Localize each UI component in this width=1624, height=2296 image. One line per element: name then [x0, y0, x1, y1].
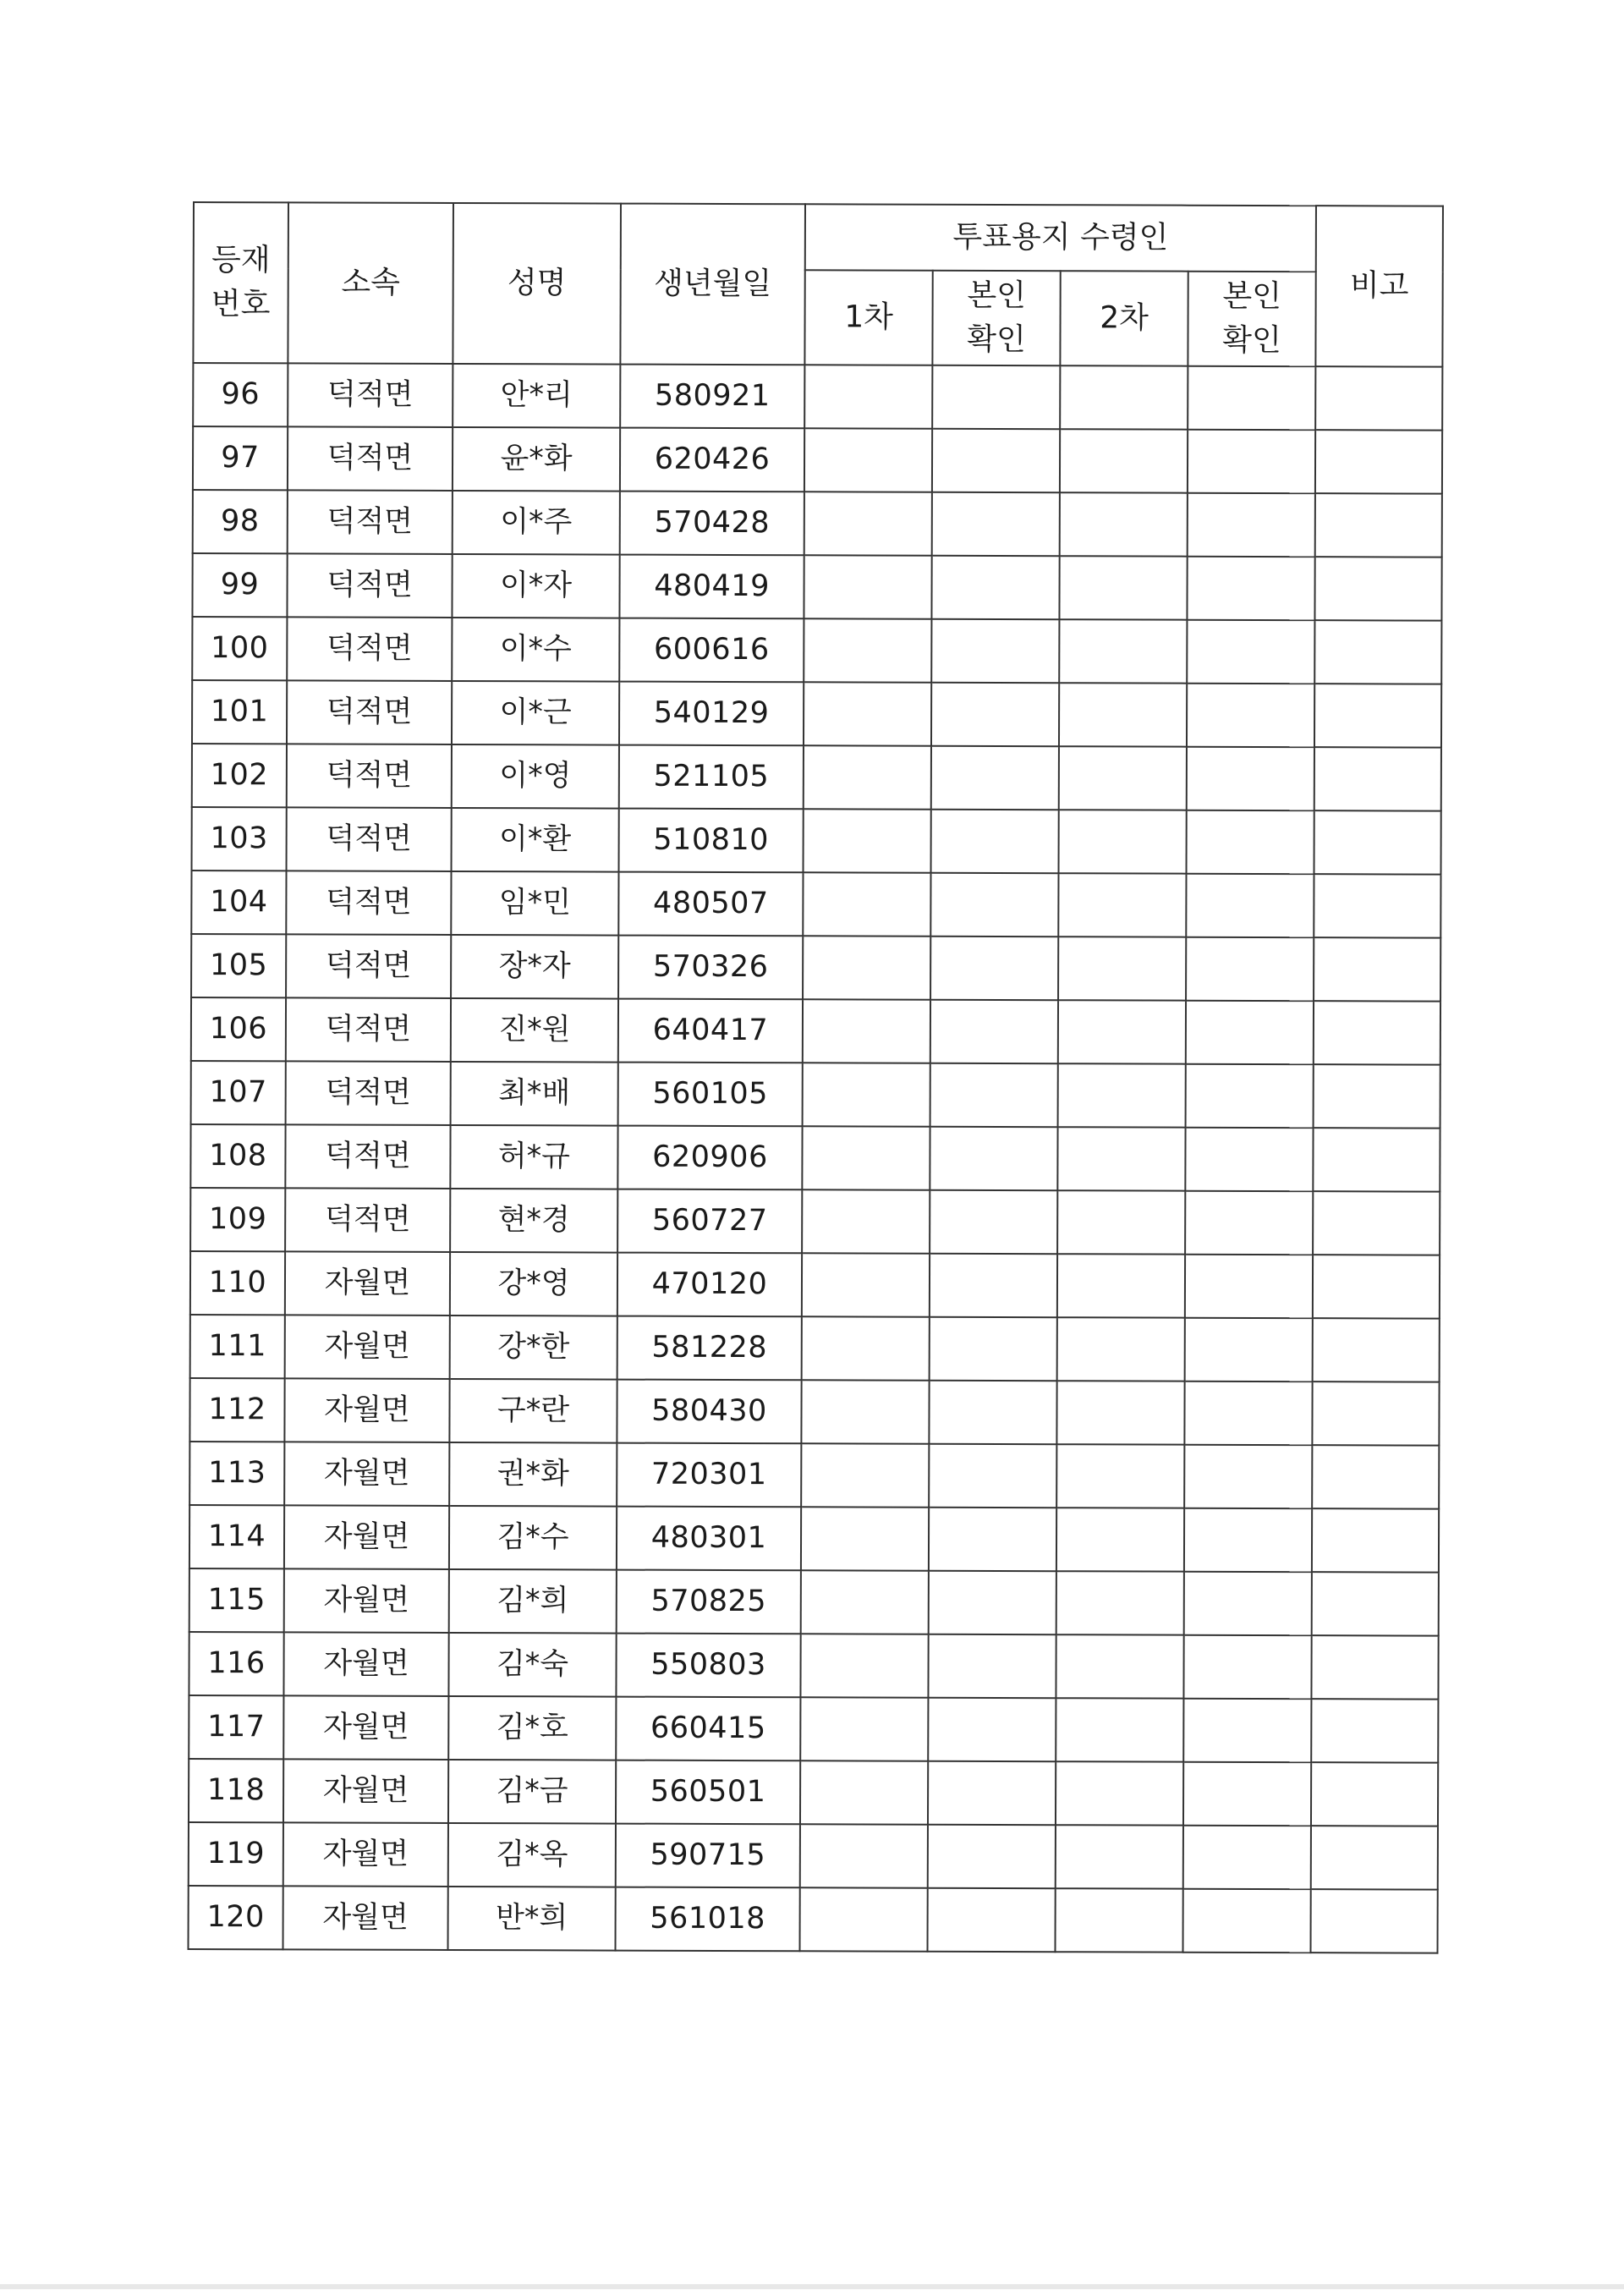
cell-remarks [1312, 1445, 1439, 1508]
table-row [191, 997, 1440, 1065]
cell-round-1 [804, 809, 931, 872]
header-identity-check-1: 본인 확인 [932, 271, 1060, 365]
cell-remarks [1311, 1826, 1438, 1889]
cell-round-1 [804, 745, 931, 809]
cell-round-1 [804, 618, 931, 682]
cell-name: 허*규 [450, 1125, 617, 1189]
cell-round-2 [1058, 1000, 1186, 1063]
cell-round-1 [804, 365, 932, 428]
cell-registration-number: 105 [191, 934, 286, 997]
cell-remarks [1313, 1255, 1440, 1318]
table-row [190, 1124, 1440, 1192]
cell-remarks [1312, 1572, 1439, 1635]
table-row [189, 1505, 1439, 1573]
cell-remarks [1313, 1318, 1440, 1381]
cell-affiliation: 자월면 [283, 1632, 448, 1696]
cell-identity-check-1 [932, 492, 1060, 556]
cell-affiliation: 자월면 [283, 1695, 448, 1760]
cell-remarks [1311, 1699, 1438, 1762]
cell-identity-check-1 [928, 1634, 1056, 1698]
cell-identity-check-1 [929, 1571, 1056, 1634]
table-row [189, 1442, 1439, 1509]
header-round-1: 1차 [804, 270, 932, 365]
cell-affiliation: 덕적면 [288, 426, 453, 491]
cell-name: 강*한 [450, 1316, 617, 1380]
cell-name: 김*수 [449, 1506, 617, 1570]
cell-birthdate: 480419 [619, 555, 804, 619]
cell-identity-check-1 [931, 619, 1059, 683]
cell-birthdate: 480301 [617, 1507, 801, 1571]
table-row [193, 363, 1442, 431]
cell-affiliation: 덕적면 [285, 1124, 450, 1189]
cell-identity-check-2 [1184, 1572, 1312, 1635]
cell-birthdate: 620906 [617, 1126, 802, 1190]
table-row [189, 1632, 1438, 1700]
cell-name: 강*영 [450, 1252, 617, 1316]
cell-identity-check-2 [1187, 684, 1314, 747]
cell-remarks [1311, 1635, 1438, 1699]
cell-identity-check-2 [1185, 1255, 1313, 1318]
cell-identity-check-2 [1183, 1826, 1311, 1889]
cell-registration-number: 99 [192, 553, 287, 617]
cell-identity-check-1 [930, 1254, 1057, 1317]
table-row [193, 426, 1442, 494]
table-row [189, 1759, 1438, 1826]
cell-birthdate: 590715 [616, 1824, 800, 1888]
cell-round-1 [804, 682, 931, 745]
cell-name: 이*수 [452, 618, 619, 682]
cell-identity-check-1 [929, 1444, 1056, 1508]
cell-identity-check-2 [1184, 1381, 1312, 1445]
cell-identity-check-1 [930, 1317, 1057, 1381]
cell-round-2 [1056, 1825, 1183, 1888]
cell-round-2 [1056, 1634, 1183, 1698]
cell-round-2 [1059, 683, 1187, 746]
cell-round-1 [802, 1126, 930, 1189]
cell-birthdate: 470120 [617, 1253, 802, 1317]
cell-affiliation: 덕적면 [287, 617, 452, 681]
cell-birthdate: 570326 [618, 936, 803, 1000]
cell-affiliation: 덕적면 [288, 363, 453, 427]
cell-birthdate: 480507 [618, 872, 803, 937]
cell-identity-check-2 [1188, 493, 1315, 557]
cell-name: 진*원 [451, 998, 618, 1063]
cell-name: 이*자 [452, 554, 619, 618]
cell-remarks [1315, 430, 1442, 493]
header-birthdate: 생년월일 [620, 204, 805, 365]
cell-registration-number: 96 [193, 363, 288, 426]
cell-identity-check-1 [931, 746, 1059, 810]
cell-identity-check-1 [928, 1825, 1056, 1888]
cell-name: 임*민 [451, 871, 618, 936]
cell-remarks [1314, 557, 1441, 620]
table-row [190, 1251, 1440, 1319]
cell-identity-check-2 [1185, 1128, 1313, 1191]
cell-round-2 [1060, 429, 1188, 492]
cell-remarks [1315, 366, 1442, 430]
table-row [190, 1188, 1440, 1255]
table-row [189, 1378, 1439, 1446]
cell-identity-check-1 [930, 937, 1058, 1000]
cell-affiliation: 덕적면 [287, 744, 452, 808]
cell-affiliation: 덕적면 [286, 1061, 451, 1125]
table-header [193, 202, 1443, 367]
cell-round-2 [1060, 365, 1188, 429]
cell-identity-check-1 [932, 429, 1060, 492]
cell-round-2 [1057, 1254, 1185, 1317]
cell-round-1 [804, 428, 932, 492]
cell-round-1 [802, 1316, 930, 1380]
cell-round-1 [803, 872, 930, 936]
cell-remarks [1313, 1191, 1440, 1255]
header-name: 성명 [453, 203, 621, 365]
cell-registration-number: 116 [189, 1632, 283, 1695]
cell-round-2 [1059, 746, 1187, 810]
cell-name: 이*근 [452, 681, 619, 745]
cell-birthdate: 570825 [617, 1570, 801, 1634]
cell-name: 김*숙 [448, 1633, 616, 1697]
cell-affiliation: 덕적면 [287, 807, 452, 871]
cell-registration-number: 102 [192, 744, 287, 807]
cell-round-2 [1057, 1190, 1185, 1254]
cell-remarks [1314, 747, 1441, 810]
cell-identity-check-1 [930, 1190, 1057, 1254]
cell-birthdate: 560501 [616, 1760, 800, 1825]
table-row [192, 807, 1441, 875]
cell-round-2 [1058, 873, 1186, 937]
cell-identity-check-1 [930, 873, 1058, 937]
cell-name: 김*희 [449, 1569, 617, 1634]
cell-registration-number: 115 [189, 1568, 284, 1632]
cell-birthdate: 600616 [619, 618, 804, 683]
cell-registration-number: 111 [190, 1315, 285, 1378]
cell-remarks [1315, 493, 1442, 557]
cell-round-2 [1056, 1381, 1184, 1444]
cell-birthdate: 720301 [617, 1443, 801, 1508]
cell-identity-check-2 [1183, 1762, 1311, 1826]
cell-round-1 [803, 999, 930, 1063]
cell-identity-check-1 [928, 1761, 1056, 1825]
cell-name: 구*란 [449, 1379, 617, 1443]
cell-identity-check-2 [1185, 1191, 1313, 1255]
cell-round-1 [803, 1063, 930, 1126]
cell-name: 이*주 [453, 491, 620, 555]
cell-remarks [1314, 874, 1440, 937]
cell-round-2 [1057, 1127, 1185, 1190]
cell-round-2 [1056, 1571, 1184, 1634]
table-row [192, 617, 1441, 684]
cell-round-1 [800, 1634, 928, 1697]
cell-name: 김*옥 [448, 1823, 616, 1887]
cell-round-1 [801, 1507, 929, 1570]
cell-identity-check-2 [1184, 1508, 1312, 1572]
cell-registration-number: 114 [189, 1505, 284, 1568]
cell-affiliation: 자월면 [285, 1251, 450, 1316]
cell-affiliation: 자월면 [283, 1759, 448, 1823]
cell-birthdate: 521105 [619, 745, 804, 810]
cell-birthdate: 580921 [620, 365, 804, 429]
header-ballot-recipient: 투표용지 수령인 [805, 204, 1316, 272]
table-row [190, 1315, 1440, 1382]
cell-registration-number: 107 [191, 1061, 286, 1124]
cell-birthdate: 581228 [617, 1316, 802, 1381]
cell-registration-number: 106 [191, 997, 286, 1061]
cell-round-2 [1058, 937, 1186, 1000]
cell-round-2 [1056, 1888, 1183, 1952]
cell-identity-check-2 [1188, 366, 1315, 430]
table-row [189, 1886, 1438, 1953]
cell-remarks [1313, 1128, 1440, 1191]
cell-remarks [1314, 937, 1440, 1001]
table-row [191, 1061, 1440, 1129]
cell-identity-check-2 [1184, 1445, 1312, 1508]
cell-identity-check-2 [1187, 747, 1314, 810]
cell-birthdate: 510810 [619, 809, 804, 873]
cell-identity-check-1 [929, 1381, 1056, 1444]
cell-name: 안*리 [453, 364, 620, 428]
cell-round-2 [1060, 492, 1188, 556]
cell-affiliation: 덕적면 [285, 1188, 450, 1252]
cell-affiliation: 자월면 [283, 1886, 448, 1950]
cell-round-1 [802, 1253, 930, 1316]
cell-remarks [1314, 1001, 1440, 1064]
cell-affiliation: 자월면 [283, 1822, 448, 1887]
table-row [192, 553, 1441, 621]
cell-round-1 [802, 1189, 930, 1253]
cell-registration-number: 120 [189, 1886, 283, 1949]
cell-registration-number: 112 [189, 1378, 284, 1442]
cell-round-2 [1059, 619, 1187, 683]
table-row [192, 744, 1441, 811]
cell-birthdate: 560727 [617, 1189, 802, 1254]
cell-identity-check-1 [931, 556, 1059, 619]
cell-affiliation: 자월면 [284, 1505, 449, 1569]
cell-identity-check-2 [1183, 1635, 1311, 1699]
header-remarks: 비고 [1315, 206, 1443, 366]
cell-round-2 [1059, 556, 1187, 619]
table-body [189, 363, 1443, 1953]
ballot-receipt-table [188, 201, 1445, 1954]
cell-affiliation: 자월면 [284, 1442, 449, 1506]
cell-name: 김*호 [448, 1696, 616, 1760]
cell-name: 이*영 [452, 744, 619, 809]
cell-identity-check-1 [932, 365, 1060, 429]
cell-registration-number: 110 [190, 1251, 285, 1315]
cell-birthdate: 580430 [617, 1380, 801, 1444]
header-round-2: 2차 [1060, 271, 1188, 365]
cell-round-2 [1058, 1063, 1186, 1127]
cell-birthdate: 570428 [620, 492, 804, 556]
cell-name: 권*화 [449, 1442, 617, 1507]
cell-affiliation: 덕적면 [286, 997, 451, 1062]
cell-registration-number: 97 [193, 426, 288, 490]
cell-identity-check-2 [1185, 1318, 1313, 1381]
cell-remarks [1314, 810, 1441, 874]
cell-identity-check-2 [1183, 1889, 1311, 1953]
cell-name: 김*금 [448, 1760, 616, 1824]
cell-birthdate: 561018 [616, 1887, 800, 1952]
header-affiliation: 소속 [288, 202, 453, 364]
cell-affiliation: 덕적면 [288, 490, 453, 554]
table-row [189, 1568, 1439, 1636]
scan-edge [0, 2284, 1624, 2289]
cell-registration-number: 104 [191, 871, 286, 934]
cell-name: 최*배 [451, 1062, 618, 1126]
cell-registration-number: 108 [190, 1124, 285, 1188]
cell-identity-check-2 [1186, 1001, 1314, 1064]
cell-name: 이*환 [452, 808, 619, 872]
cell-identity-check-2 [1187, 810, 1314, 874]
header-identity-check-2: 본인 확인 [1188, 272, 1315, 366]
cell-round-1 [800, 1697, 928, 1760]
cell-round-1 [800, 1824, 928, 1887]
table-row [193, 490, 1442, 558]
cell-remarks [1314, 1064, 1440, 1128]
cell-identity-check-2 [1186, 1064, 1314, 1128]
cell-affiliation: 덕적면 [287, 553, 452, 618]
cell-identity-check-1 [930, 1063, 1058, 1127]
cell-identity-check-1 [931, 683, 1059, 746]
cell-affiliation: 자월면 [285, 1315, 450, 1379]
cell-round-2 [1056, 1508, 1184, 1571]
cell-registration-number: 117 [189, 1695, 283, 1759]
cell-remarks [1311, 1889, 1438, 1953]
cell-identity-check-1 [930, 1000, 1058, 1063]
cell-identity-check-2 [1186, 937, 1314, 1001]
cell-affiliation: 덕적면 [286, 934, 451, 998]
cell-round-1 [800, 1887, 928, 1951]
cell-identity-check-2 [1186, 874, 1314, 937]
cell-round-2 [1057, 1317, 1185, 1381]
cell-round-1 [804, 555, 931, 618]
table-row [191, 871, 1440, 938]
cell-birthdate: 550803 [616, 1634, 800, 1698]
cell-name: 현*경 [450, 1189, 617, 1253]
cell-identity-check-1 [928, 1888, 1056, 1952]
cell-registration-number: 118 [189, 1759, 283, 1822]
cell-birthdate: 660415 [616, 1697, 800, 1761]
cell-remarks [1312, 1381, 1439, 1445]
cell-identity-check-2 [1183, 1699, 1311, 1762]
table-row [192, 680, 1441, 748]
cell-affiliation: 자월면 [284, 1568, 449, 1633]
cell-registration-number: 109 [190, 1188, 285, 1251]
cell-identity-check-1 [930, 1127, 1057, 1190]
cell-registration-number: 113 [189, 1442, 284, 1505]
cell-round-1 [804, 492, 932, 555]
cell-identity-check-1 [929, 1508, 1056, 1571]
cell-identity-check-2 [1187, 557, 1314, 620]
cell-round-2 [1056, 1698, 1183, 1761]
cell-birthdate: 540129 [619, 682, 804, 746]
cell-round-2 [1056, 1444, 1184, 1508]
cell-round-1 [800, 1760, 928, 1824]
cell-name: 장*자 [451, 935, 618, 999]
cell-birthdate: 640417 [618, 999, 803, 1063]
cell-identity-check-2 [1187, 620, 1314, 684]
table-row [189, 1695, 1438, 1763]
cell-registration-number: 98 [193, 490, 288, 553]
cell-remarks [1314, 620, 1441, 684]
cell-remarks [1314, 684, 1441, 747]
cell-name: 윤*화 [453, 427, 620, 492]
cell-birthdate: 560105 [618, 1063, 803, 1127]
cell-registration-number: 119 [189, 1822, 283, 1886]
cell-identity-check-1 [931, 810, 1059, 873]
header-registration-number: 등재 번호 [193, 202, 288, 363]
cell-round-2 [1059, 810, 1187, 873]
cell-round-1 [801, 1443, 929, 1507]
cell-identity-check-1 [928, 1698, 1056, 1761]
cell-remarks [1311, 1762, 1438, 1826]
cell-affiliation: 덕적면 [287, 680, 452, 744]
table-row [191, 934, 1440, 1002]
cell-name: 반*희 [448, 1887, 616, 1951]
cell-affiliation: 덕적면 [286, 871, 451, 935]
cell-identity-check-2 [1188, 430, 1315, 493]
cell-registration-number: 103 [192, 807, 287, 871]
cell-registration-number: 101 [192, 680, 287, 744]
cell-round-1 [801, 1570, 929, 1634]
cell-birthdate: 620426 [620, 428, 804, 492]
cell-round-1 [801, 1380, 929, 1443]
cell-registration-number: 100 [192, 617, 287, 680]
cell-remarks [1312, 1508, 1439, 1572]
cell-round-2 [1056, 1761, 1183, 1825]
table-row [189, 1822, 1438, 1890]
cell-round-1 [803, 936, 930, 999]
cell-affiliation: 자월면 [284, 1378, 449, 1442]
